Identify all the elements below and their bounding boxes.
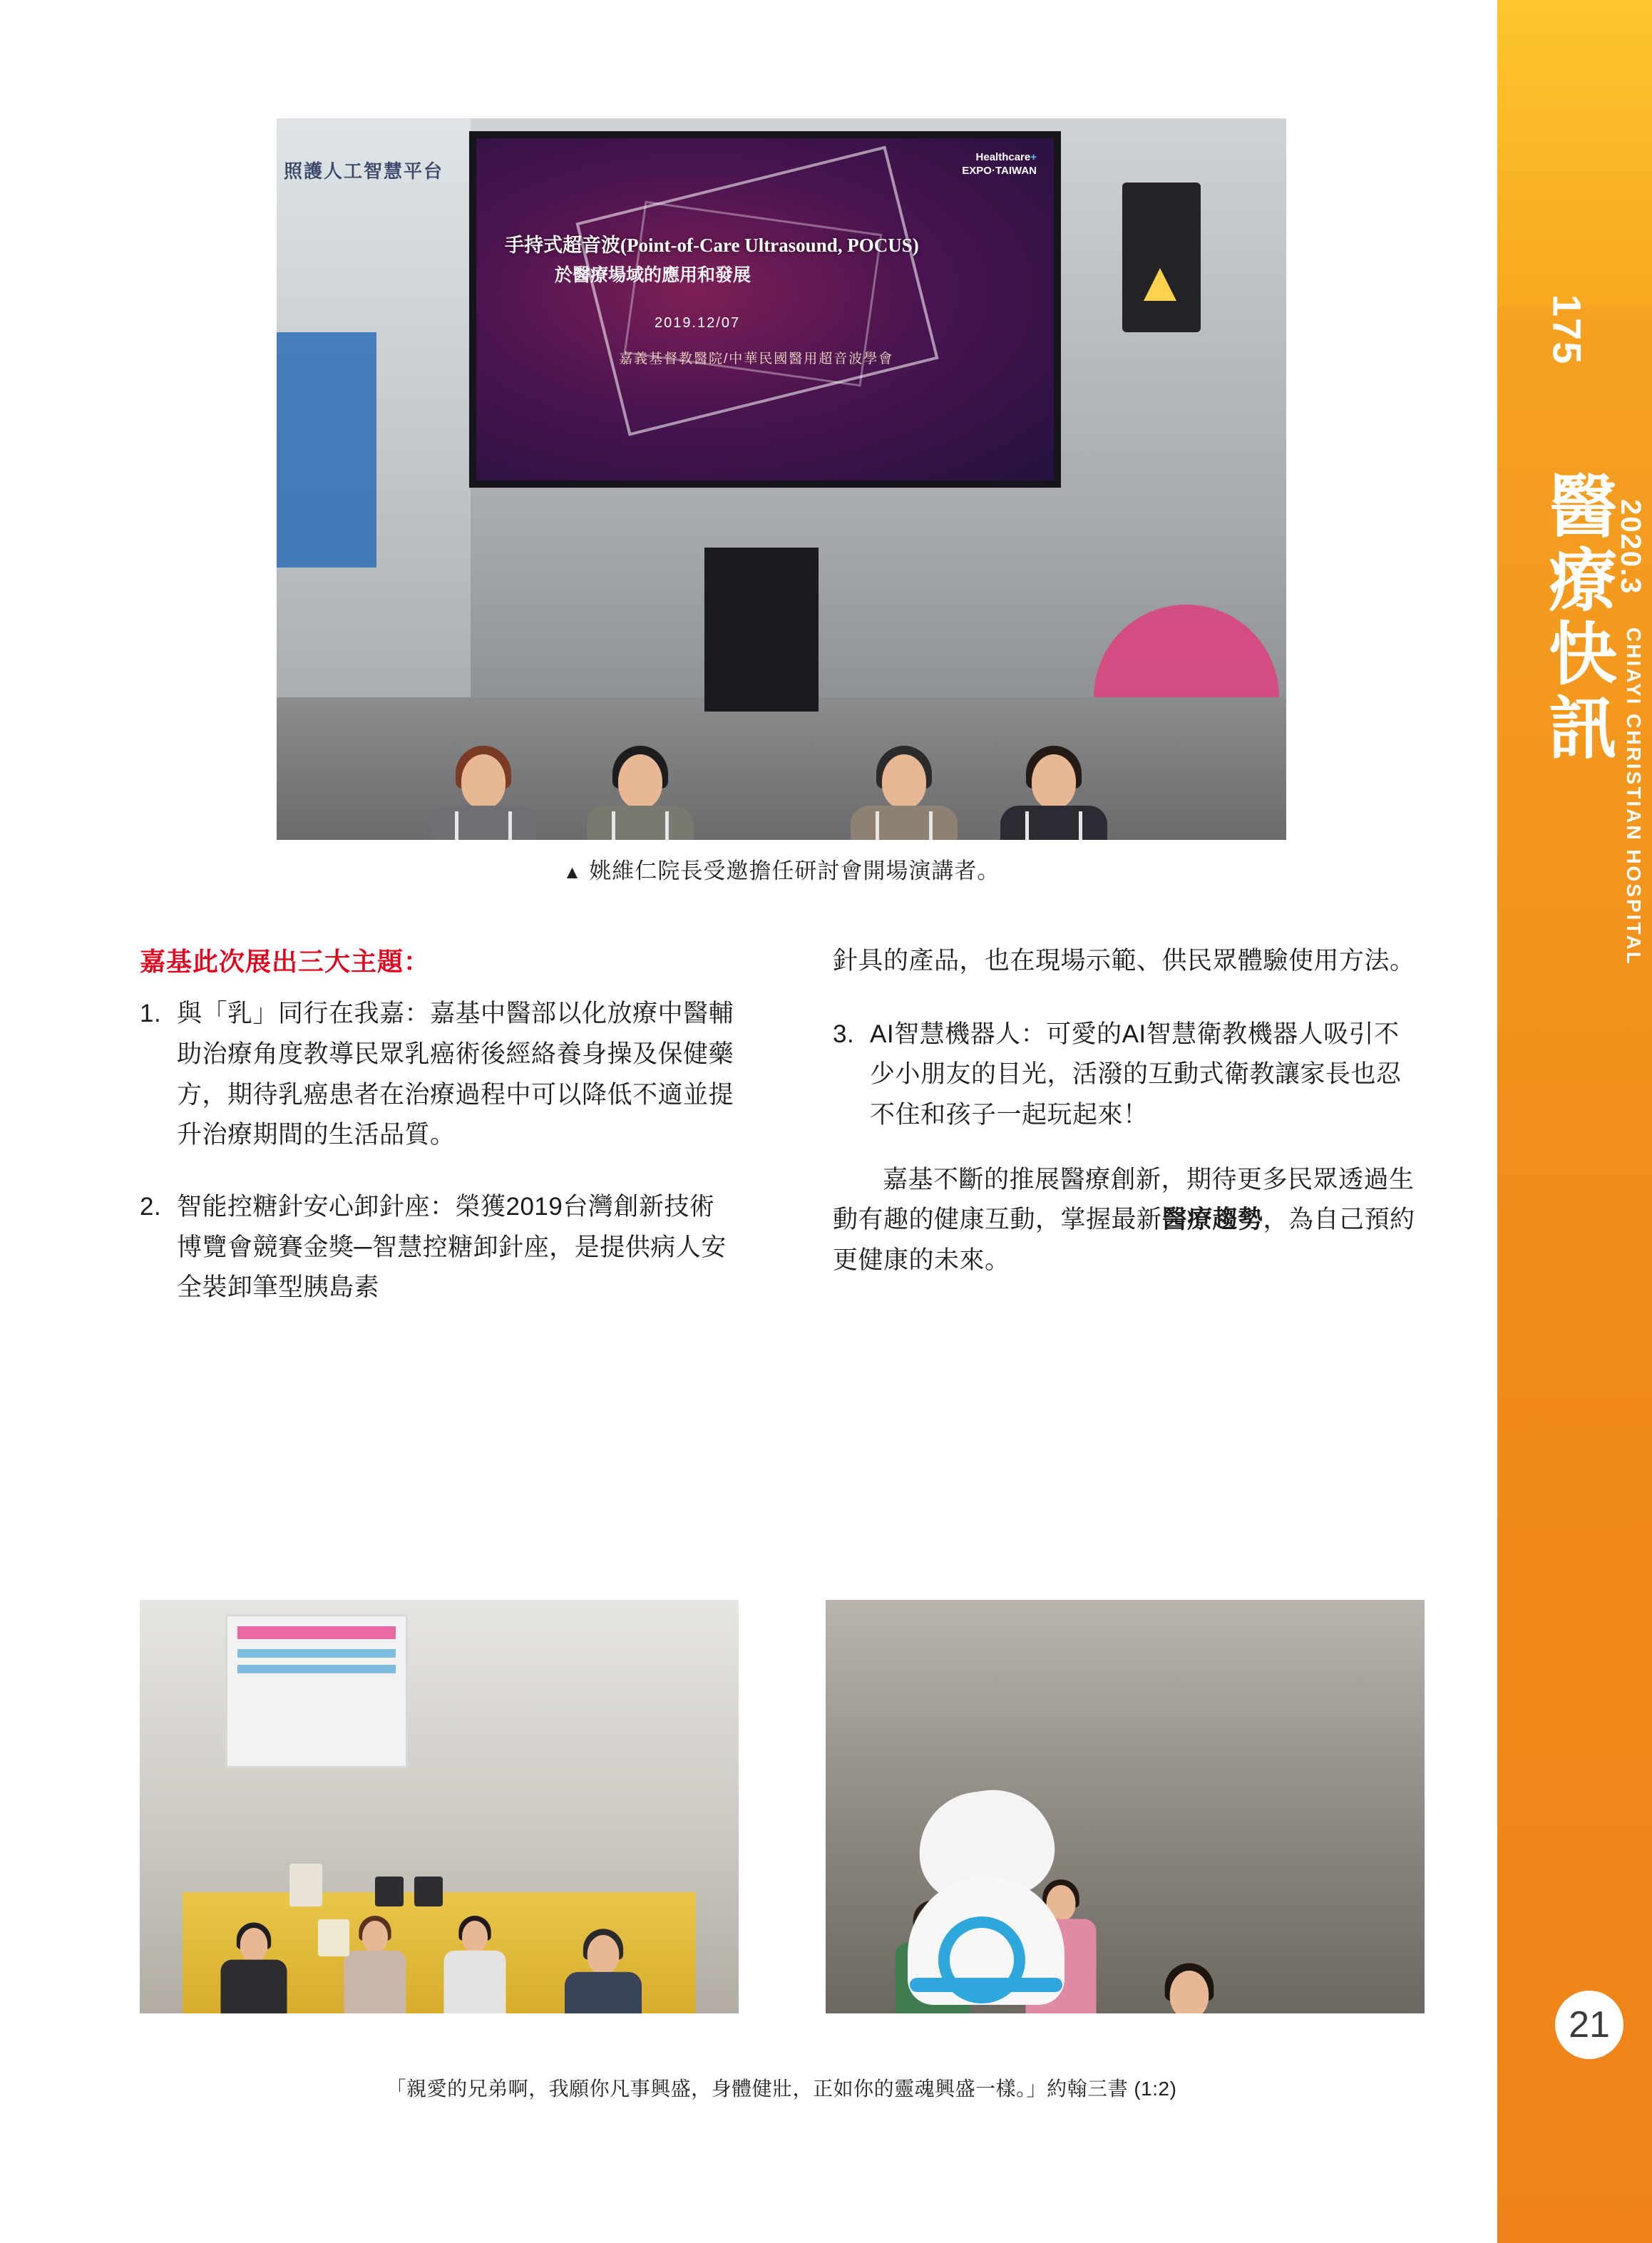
right-text-column [833,941,1417,1281]
logo-line-1: Healthcare [975,151,1031,163]
person-2-lanyard [612,811,669,840]
ai-health-robot [904,1791,1068,2005]
left-text-column [140,941,739,1308]
bl-product-box-3 [414,1877,443,1906]
person-4-head [1032,754,1076,809]
list-item-2-number: 2. [140,1193,162,1221]
bl-person-4-body [565,1972,642,2013]
edge-issue-number: 175 [1544,294,1590,366]
bl-poster-bar-1 [237,1626,396,1639]
bl-person-1-head [240,1928,267,1961]
bl-product-box-2 [375,1877,404,1906]
booth-banner-text: 照護人工智慧平台 [284,160,444,182]
caption-text: 姚維仁院長受邀擔任研討會開場演講者。 [589,858,1000,883]
bl-person-4-head [588,1935,620,1974]
list-item-1-number: 1. [140,1000,162,1028]
booth-blue-panel [277,332,376,568]
list-item-2-text: 智能控糖針安心卸針座：榮獲2019台灣創新技術博覽會競賽金獎─智慧控糖卸針座，是提供病人安全裝卸筆型胰島素 [177,1193,727,1302]
person-4-lanyard [1025,811,1082,840]
person-1-lanyard [455,811,512,840]
person-3-lanyard [876,811,933,840]
list-item-1-text: 與「乳」同行在我嘉：嘉基中醫部以化放療中醫輔助治療角度教導民眾乳癌術後經絡養身操及保健藥方，期待乳癌患者在治療過程中可以降低不適並提升治療期間的生活品質。 [177,1000,734,1149]
bl-cup [318,1919,349,1956]
robot-stripe [910,1978,1062,1992]
plus-icon: + [1030,151,1037,163]
screen-stand [704,548,819,712]
footer-bible-verse: 「親愛的兄弟啊，我願你凡事興盛，身體健壯，正如你的靈魂興盛一樣。」約翰三書 (1:2) [386,2078,1177,2100]
screen-host: 嘉義基督教醫院/中華民國醫用超音波學會 [619,351,894,366]
exhibition-floor [277,697,1286,840]
bl-person-3-head [462,1921,488,1952]
bl-person-3-body [444,1951,506,2013]
person-1-head [461,754,506,809]
bl-person-1-body [221,1960,287,2013]
edge-section-title: 醫療快訊 [1549,469,1620,768]
bottom-right-photo [826,1600,1425,2013]
list-item-1 [140,994,739,1156]
page-number-badge: 21 [1555,1991,1623,2059]
section-heading: 嘉基此次展出三大主題： [140,947,431,976]
list-item-3-text: AI智慧機器人：可愛的AI智慧衛教機器人吸引不少小朋友的目光，活潑的互動式衛教讓家長也忍不住和孩子一起玩起來！ [870,1020,1402,1129]
logo-line-2: EXPO·TAIWAN [962,164,1037,177]
list-item-3 [833,1015,1417,1136]
screen-title-line1: 手持式超音波(Point-of-Care Ultrasound, POCUS) [505,235,919,256]
closing-paragraph [833,1160,1417,1281]
top-photo-caption [277,853,1286,885]
br-child-head [1170,1971,1209,2013]
right-continuation-paragraph: 針具的產品，也在現場示範、供民眾體驗使用方法。 [833,947,1415,975]
list-item-2 [140,1187,739,1308]
caption-triangle-icon: ▲ [563,861,583,883]
bottom-left-photo [140,1600,739,2013]
person-2-head [618,754,662,809]
bl-person-2-head [362,1921,388,1952]
screen-title-line2: 於醫療場域的應用和發展 [555,266,751,285]
list-item-3-number: 3. [833,1020,855,1048]
healthcare-expo-logo [962,151,1037,178]
top-photo [277,118,1286,840]
closing-text-part1: 嘉基不斷的推展醫療創新，期待更多民眾透過生動有趣的健康互動，掌握最新 [833,1165,1415,1234]
presentation-screen [469,131,1061,488]
person-3-head [882,754,926,809]
screen-date: 2019.12/07 [655,315,741,331]
bl-product-box-1 [289,1864,322,1906]
closing-text-bold: 醫療趨勢 [1161,1206,1263,1234]
edge-hospital-label: CHIAYI CHRISTIAN HOSPITAL [1623,627,1645,966]
loudspeaker [1122,183,1201,332]
bl-poster-bar-3 [237,1665,396,1673]
edge-date-label: 2020.3 [1615,499,1646,595]
bl-poster-board [225,1614,408,1768]
edge-tab-top [1497,0,1652,307]
bl-person-2-body [344,1951,406,2013]
closing-text-part2: ，為自己預約更健康的未來。 [833,1206,1415,1275]
bl-poster-bar-2 [237,1649,396,1658]
